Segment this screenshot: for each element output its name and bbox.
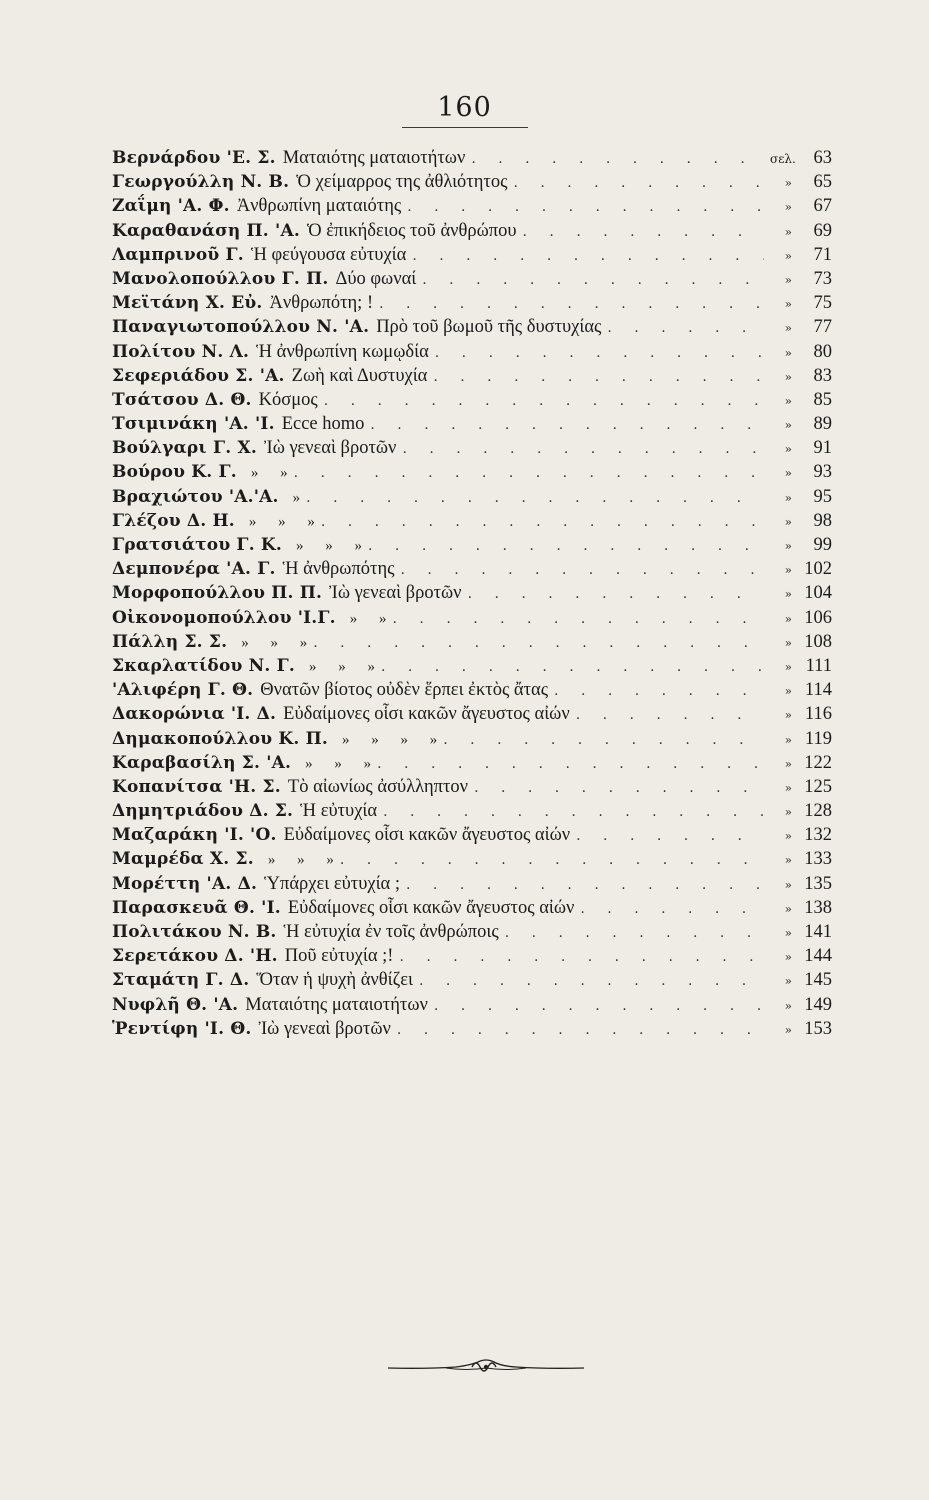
toc-entry	[112, 509, 832, 533]
dot-leader	[407, 195, 764, 219]
toc-entry	[112, 170, 832, 194]
entry-page-number: 114	[804, 680, 832, 701]
entry-page-number: 98	[813, 510, 832, 531]
entry-author: Νυφλῆ Θ. 'Α.	[112, 994, 239, 1015]
entry-page-marker: »	[784, 926, 792, 940]
table-of-contents	[112, 146, 832, 1041]
toc-entry	[112, 557, 832, 581]
dot-leader	[324, 389, 764, 413]
entry-title: Ἰὼ γενεαὶ βροτῶν	[264, 438, 397, 459]
entry-page-marker: »	[784, 998, 792, 1013]
entry-page-marker: »	[784, 901, 792, 916]
entry-page-marker: »	[784, 877, 792, 892]
dot-leader	[381, 655, 764, 679]
dot-leader	[576, 703, 764, 727]
entry-page-marker: »	[784, 853, 792, 868]
toc-entry	[112, 944, 832, 968]
entry-page-marker: »	[784, 805, 792, 820]
entry-page-marker: σελ.	[770, 152, 796, 166]
entry-page-marker: »	[784, 780, 792, 795]
entry-title: » » »	[305, 755, 372, 772]
dot-leader	[406, 873, 764, 897]
dot-leader	[383, 800, 764, 824]
entry-author: Δημητριάδου Δ. Σ.	[112, 801, 294, 822]
entry-page-number: 141	[804, 922, 832, 942]
entry-title: Ἡ ἀνθρωπότης	[282, 559, 395, 580]
entry-author: Τσιμινάκη 'Α. 'Ι.	[112, 414, 275, 435]
entry-author: Μορφοπούλλου Π. Π.	[112, 583, 323, 604]
dot-leader	[370, 413, 764, 437]
entry-title: » » » »	[342, 731, 438, 748]
entry-title: » » »	[248, 513, 315, 530]
entry-title: Ποῦ εὐτυχία ;!	[284, 946, 394, 967]
entry-title: »	[292, 489, 301, 506]
entry-author: Μαζαράκη 'Ι. 'Ο.	[112, 825, 277, 846]
entry-page-marker: »	[784, 974, 792, 989]
entry-author: 'Αλιφέρη Γ. Θ.	[112, 680, 254, 701]
dot-leader	[397, 1018, 764, 1042]
entry-author: Πολιτάκου Ν. Β.	[112, 922, 277, 942]
entry-page-marker: »	[784, 490, 792, 505]
entry-title: Ἡ φεύγουσα εὐτυχία	[250, 244, 407, 265]
toc-entry	[112, 267, 832, 291]
entry-author: Σταμάτη Γ. Δ.	[112, 970, 250, 991]
entry-title: Ἰὼ γενεαὶ βροτῶν	[329, 583, 462, 604]
entry-page-marker: »	[784, 756, 792, 771]
toc-entry	[112, 412, 832, 436]
dot-leader	[340, 848, 764, 872]
entry-author: Μαμρέδα Χ. Σ.	[112, 849, 254, 870]
entry-title: Εὐδαίμονες οἷσι κακῶν ἄγευστος αἰών	[283, 704, 570, 725]
entry-author: Γλέζου Δ. Η.	[112, 510, 235, 531]
entry-page-number: 99	[813, 535, 832, 555]
dot-leader	[580, 897, 764, 921]
toc-entry	[112, 340, 832, 364]
entry-author: Σερετάκου Δ. 'Η.	[112, 946, 278, 967]
entry-page-marker: »	[784, 442, 792, 457]
entry-page-number: 108	[804, 631, 832, 652]
entry-page-marker: »	[784, 224, 792, 239]
entry-author: Σκαρλατίδου Ν. Γ.	[112, 655, 295, 676]
entry-title: Θνατῶν βίοτος οὐδὲν ἕρπει ἐκτὸς ἄτας	[260, 680, 549, 701]
entry-page-marker: »	[784, 708, 792, 723]
toc-entry	[112, 968, 832, 992]
entry-page-number: 111	[805, 655, 832, 676]
entry-author: Βραχιώτου 'Α.'Α.	[112, 486, 279, 507]
entry-page-number: 80	[813, 341, 832, 362]
entry-author: Ζαΐμη 'Α. Φ.	[112, 196, 230, 217]
entry-page-number: 149	[804, 994, 832, 1015]
toc-entry	[112, 581, 832, 605]
entry-page-number: 83	[813, 365, 832, 386]
entry-page-number: 65	[813, 172, 832, 193]
header-rule	[402, 127, 528, 128]
entry-title: » » »	[308, 658, 375, 675]
entry-title: » »	[349, 610, 387, 627]
entry-page-marker: »	[784, 563, 792, 578]
entry-page-marker: »	[784, 684, 792, 699]
entry-author: Ῥεντίφη 'Ι. Θ.	[112, 1018, 252, 1039]
dot-leader	[554, 679, 764, 703]
dot-leader	[368, 534, 764, 558]
dot-leader	[294, 461, 764, 485]
entry-page-marker: »	[784, 539, 792, 553]
entry-title: Ὁ ἐπικήδειος τοῦ ἀνθρώπου	[306, 220, 517, 241]
dot-leader	[401, 558, 765, 582]
dot-leader	[523, 220, 764, 244]
entry-author: Λαμπρινοῦ Γ.	[112, 244, 244, 265]
dot-leader	[393, 607, 764, 631]
toc-entry	[112, 775, 832, 799]
entry-author: Παναγιωτοπούλλου Ν. 'Α.	[112, 317, 370, 338]
entry-author: Δημακοπούλλου Κ. Π.	[112, 728, 329, 749]
entry-page-number: 91	[813, 438, 832, 459]
entry-title: Ὁ χείμαρρος της ἀθλιότητος	[296, 172, 508, 193]
entry-author: Δακορώνια 'Ι. Δ.	[112, 704, 277, 725]
entry-title: Ματαιότης ματαιοτήτων	[245, 994, 428, 1015]
entry-page-number: 77	[813, 317, 832, 338]
entry-page-number: 89	[813, 414, 832, 435]
toc-entry	[112, 872, 832, 896]
entry-author: Γρατσιάτου Γ. Κ.	[112, 535, 283, 555]
entry-title: Τὸ αἰωνίως ἀσύλληπτον	[287, 776, 469, 797]
dot-leader	[434, 994, 764, 1018]
dot-leader	[402, 437, 764, 461]
toc-entry	[112, 533, 832, 557]
toc-entry	[112, 751, 832, 775]
entry-page-marker: »	[784, 418, 792, 433]
dot-leader	[419, 969, 764, 993]
entry-page-marker: »	[784, 248, 792, 263]
toc-entry	[112, 243, 832, 267]
entry-page-number: 138	[804, 897, 832, 918]
toc-entry	[112, 896, 832, 920]
entry-page-number: 102	[804, 559, 832, 580]
dot-leader	[379, 292, 764, 316]
dot-leader	[443, 728, 764, 752]
entry-title: Ἡ ἀνθρωπίνη κωμῳδία	[256, 341, 429, 362]
entry-author: Γεωργούλλη Ν. Β.	[112, 172, 290, 193]
entry-title: Κόσμος	[258, 389, 318, 410]
entry-page-marker: »	[784, 587, 792, 602]
entry-author: Πάλλη Σ. Σ.	[112, 631, 228, 652]
ornament-divider	[386, 1356, 586, 1376]
entry-title: Εὐδαίμονες οἷσι κακῶν ἄγευστος αἰών	[287, 897, 575, 918]
entry-page-number: 75	[813, 293, 832, 314]
toc-entry	[112, 388, 832, 412]
entry-title: » » »	[267, 852, 334, 869]
toc-entry	[112, 727, 832, 751]
toc-entry	[112, 678, 832, 702]
dot-leader	[576, 824, 764, 848]
toc-entry	[112, 920, 832, 944]
entry-title: Ecce homo	[281, 414, 365, 435]
toc-entry	[112, 485, 832, 509]
dot-leader	[471, 147, 764, 171]
entry-title: Ἀνθρωπίνη ματαιότης	[236, 196, 402, 217]
entry-title: Ἀνθρωπότη; !	[269, 293, 374, 314]
entry-page-marker: »	[784, 611, 792, 626]
entry-page-number: 128	[804, 801, 832, 822]
dot-leader	[433, 365, 764, 389]
entry-author: Μορέττη 'Α. Δ.	[112, 873, 258, 894]
entry-page-number: 145	[804, 970, 832, 991]
toc-entry	[112, 847, 832, 871]
entry-title: Πρὸ τοῦ βωμοῦ τῆς δυστυχίας	[376, 317, 602, 338]
entry-page-number: 125	[804, 776, 832, 797]
entry-title: Ματαιότης ματαιοτήτων	[282, 148, 466, 168]
entry-page-number: 63	[813, 148, 832, 168]
dot-leader	[468, 582, 764, 606]
toc-entry	[112, 364, 832, 388]
toc-entry	[112, 436, 832, 460]
toc-entry	[112, 823, 832, 847]
entry-author: Καραβασίλη Σ. 'Α.	[112, 752, 292, 773]
entry-page-marker: »	[784, 829, 792, 844]
toc-entry	[112, 291, 832, 315]
entry-page-number: 93	[813, 462, 832, 483]
toc-entry	[112, 702, 832, 726]
entry-title: Ἰὼ γενεαὶ βροτῶν	[258, 1018, 391, 1039]
entry-author: Βούλγαρι Γ. Χ.	[112, 438, 257, 459]
dot-leader	[306, 486, 764, 510]
entry-author: Σεφεριάδου Σ. 'Α.	[112, 365, 285, 386]
entry-title: Ζωὴ καὶ Δυστυχία	[291, 365, 428, 386]
entry-page-marker: »	[784, 659, 792, 674]
entry-page-marker: »	[784, 200, 792, 215]
entry-page-number: 153	[804, 1018, 832, 1039]
entry-title: Δύο φωναί	[335, 268, 417, 289]
dot-leader	[435, 341, 764, 365]
entry-page-number: 135	[804, 873, 832, 894]
entry-author: Οἰκονομοπούλλου 'Ι.Γ.	[112, 607, 336, 628]
entry-author: Βερνάρδου 'Ε. Σ.	[112, 148, 276, 168]
entry-page-marker: »	[784, 297, 792, 312]
entry-title: » » »	[241, 634, 308, 651]
toc-entry	[112, 315, 832, 339]
entry-author: Βούρου Κ. Γ.	[112, 462, 237, 483]
dot-leader	[505, 921, 764, 945]
entry-title: Ὅταν ἡ ψυχὴ ἀνθίζει	[256, 970, 413, 991]
toc-entry	[112, 1017, 832, 1041]
entry-page-marker: »	[784, 176, 792, 191]
dot-leader	[422, 268, 764, 292]
toc-entry	[112, 194, 832, 218]
toc-entry	[112, 460, 832, 484]
entry-page-number: 144	[804, 946, 832, 967]
entry-title: Εὐδαίμονες οἷσι κακῶν ἄγευστος αἰών	[283, 825, 571, 846]
entry-title: Ὑπάρχει εὐτυχία ;	[264, 873, 401, 894]
entry-page-marker: »	[784, 732, 792, 747]
entry-page-marker: »	[784, 950, 792, 965]
entry-page-number: 71	[813, 244, 832, 265]
entry-author: Μανολοπούλλου Γ. Π.	[112, 268, 329, 289]
entry-page-marker: »	[784, 514, 792, 529]
entry-page-marker: »	[784, 466, 792, 481]
entry-page-marker: »	[784, 635, 792, 650]
entry-page-number: 73	[813, 268, 832, 289]
dot-leader	[399, 945, 764, 969]
toc-entry	[112, 146, 832, 170]
toc-entry	[112, 654, 832, 678]
entry-page-number: 67	[813, 196, 832, 217]
entry-author: Πολίτου Ν. Λ.	[112, 341, 250, 362]
page-number: 160	[437, 92, 492, 123]
entry-title: » » »	[296, 538, 363, 554]
entry-page-marker: »	[784, 369, 792, 384]
entry-author: Παρασκευᾶ Θ. 'Ι.	[112, 897, 281, 918]
entry-page-number: 104	[804, 583, 832, 604]
toc-entry	[112, 606, 832, 630]
toc-entry	[112, 993, 832, 1017]
entry-page-number: 69	[813, 220, 832, 241]
dot-leader	[313, 631, 764, 655]
entry-title: » »	[250, 465, 288, 482]
entry-page-marker: »	[784, 393, 792, 408]
entry-author: Δεμπονέρα 'Α. Γ.	[112, 559, 276, 580]
entry-page-marker: »	[784, 321, 792, 336]
dot-leader	[412, 244, 764, 268]
entry-author: Κοπανίτσα 'Η. Σ.	[112, 776, 281, 797]
entry-author: Μεϊτάνη Χ. Εὐ.	[112, 293, 263, 314]
entry-page-marker: »	[784, 1022, 792, 1037]
entry-title: Ἡ εὐτυχία	[300, 801, 378, 822]
entry-page-number: 119	[804, 728, 832, 749]
entry-page-number: 95	[813, 486, 832, 507]
entry-author: Καραθανάση Π. 'Α.	[112, 220, 300, 241]
entry-page-number: 85	[813, 389, 832, 410]
entry-page-number: 132	[804, 825, 832, 846]
dot-leader	[513, 171, 764, 195]
entry-author: Τσάτσου Δ. Θ.	[112, 389, 252, 410]
entry-page-number: 133	[804, 849, 832, 870]
toc-entry	[112, 219, 832, 243]
dot-leader	[607, 316, 764, 340]
entry-page-number: 122	[804, 752, 832, 773]
entry-page-marker: »	[784, 345, 792, 360]
dot-leader	[377, 752, 764, 776]
toc-entry	[112, 630, 832, 654]
entry-page-number: 106	[804, 607, 832, 628]
entry-title: Ἡ εὐτυχία ἐν τοῖς ἀνθρώποις	[283, 922, 499, 942]
dot-leader	[321, 510, 764, 534]
toc-entry	[112, 799, 832, 823]
entry-page-number: 116	[804, 704, 832, 725]
entry-page-marker: »	[784, 272, 792, 287]
dot-leader	[474, 776, 764, 800]
